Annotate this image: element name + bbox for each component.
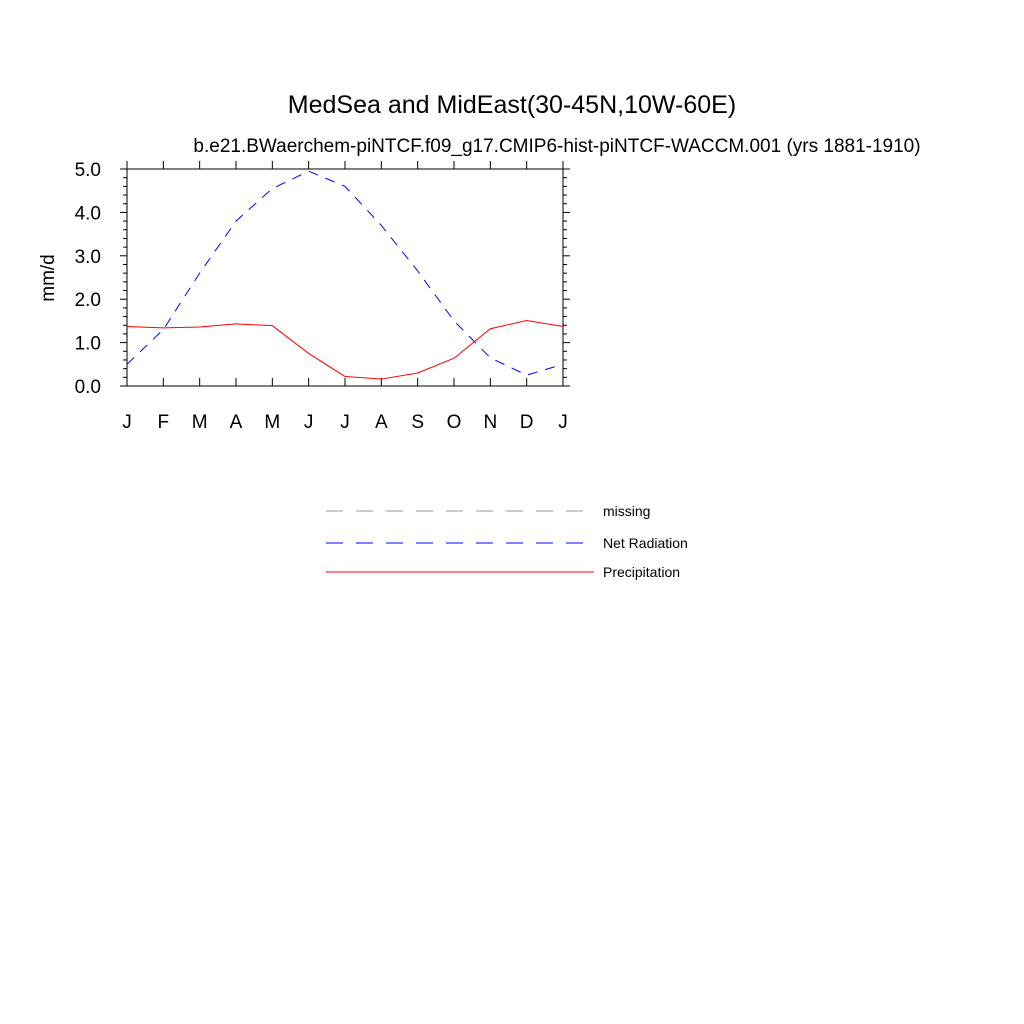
x-tick-label: F <box>157 412 170 433</box>
y-tick-label: 5.0 <box>74 160 101 181</box>
y-tick-label: 4.0 <box>74 203 101 225</box>
x-tick-label: J <box>340 412 350 433</box>
precipitation-line <box>127 320 563 379</box>
x-tick-label: D <box>519 412 534 433</box>
legend-label: Precipitation <box>603 564 681 580</box>
x-tick-label: A <box>374 412 388 433</box>
legend-label: missing <box>603 503 651 519</box>
x-tick-label: N <box>483 412 498 433</box>
x-tick-label: M <box>264 412 281 433</box>
plot-frame <box>127 169 563 386</box>
x-tick-label: J <box>122 412 132 433</box>
y-tick-label: 0.0 <box>74 377 101 398</box>
net-radiation-line <box>127 171 563 375</box>
y-tick-label: 3.0 <box>74 246 101 268</box>
legend-label: Net Radiation <box>603 535 688 551</box>
y-tick-label: 1.0 <box>74 333 101 355</box>
y-tick-label: 2.0 <box>74 290 101 312</box>
x-tick-label: A <box>229 412 243 433</box>
x-tick-label: O <box>446 412 462 433</box>
axis-ticks <box>75 160 570 433</box>
series-lines <box>127 171 563 379</box>
y-axis-label: mm/d <box>38 254 59 302</box>
x-tick-label: S <box>411 412 425 433</box>
chart-subtitle: b.e21.BWaerchem-piNTCF.f09_g17.CMIP6-hist-piNTCF-WACCM.001 (yrs 1881-1910) <box>193 136 921 157</box>
x-tick-label: J <box>558 412 568 433</box>
legend <box>326 503 688 580</box>
chart-title: MedSea and MidEast(30-45N,10W-60E) <box>287 91 737 119</box>
x-tick-label: M <box>191 412 208 433</box>
x-tick-label: J <box>303 412 314 433</box>
